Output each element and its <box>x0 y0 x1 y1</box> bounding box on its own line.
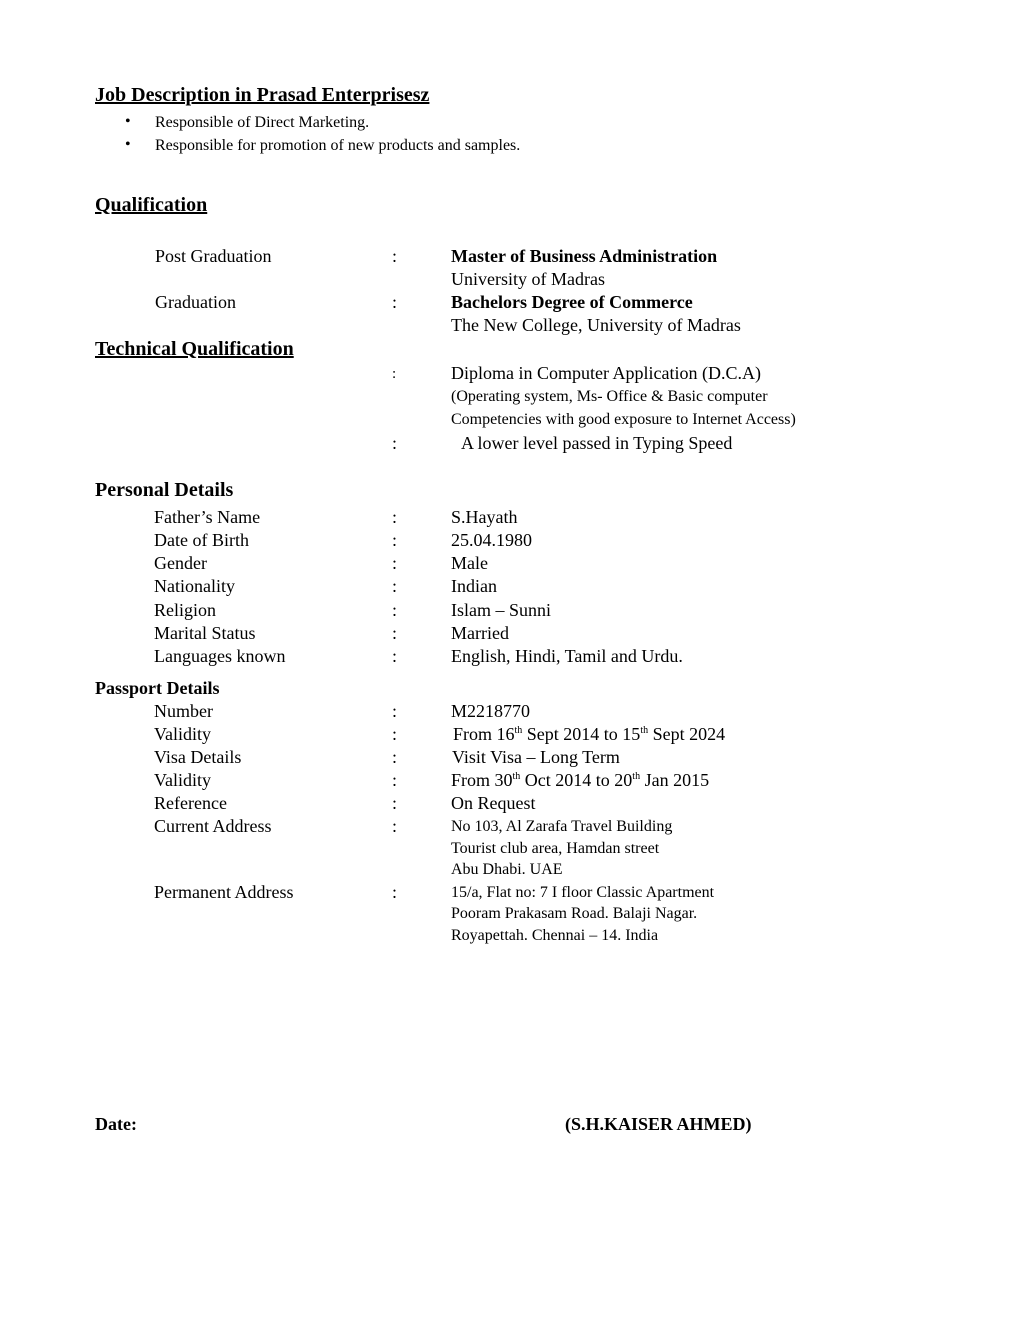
qualification-heading: Qualification <box>95 194 208 216</box>
religion-value: Islam – Sunni <box>451 600 552 620</box>
separator: : <box>392 433 398 453</box>
gender-label: Gender <box>154 553 207 573</box>
date-of-birth-label: Date of Birth <box>154 530 249 550</box>
separator: : <box>392 623 398 643</box>
languages-label: Languages known <box>154 646 286 666</box>
separator: : <box>392 292 398 312</box>
passport-details-heading: Passport Details <box>95 678 220 698</box>
post-graduation-degree: Master of Business Administration <box>451 246 718 266</box>
graduation-college: The New College, University of Madras <box>451 315 741 335</box>
separator: : <box>392 246 398 266</box>
personal-details-heading: Personal Details <box>95 479 234 501</box>
visa-details-label: Visa Details <box>154 747 242 767</box>
visa-details-value: Visit Visa – Long Term <box>452 747 620 767</box>
current-address-line-2: Tourist club area, Hamdan street <box>451 840 660 857</box>
current-address-line-3: Abu Dhabi. UAE <box>451 861 563 878</box>
separator: : <box>392 882 398 902</box>
post-graduation-label: Post Graduation <box>155 246 272 266</box>
current-address-label: Current Address <box>154 816 272 836</box>
separator: : <box>392 724 398 744</box>
permanent-address-label: Permanent Address <box>154 882 294 902</box>
separator: : <box>392 553 398 573</box>
separator: : <box>392 793 398 813</box>
job-bullet-1: Responsible of Direct Marketing. <box>155 114 370 131</box>
fathers-name-label: Father’s Name <box>154 507 261 527</box>
separator: : <box>392 816 398 836</box>
graduation-label: Graduation <box>155 292 236 312</box>
job-description-heading: Job Description in Prasad Enterprisesz <box>95 84 430 106</box>
separator: : <box>392 770 398 790</box>
permanent-address-line-1: 15/a, Flat no: 7 I floor Classic Apartment <box>451 884 715 901</box>
permanent-address-line-2: Pooram Prakasam Road. Balaji Nagar. <box>451 905 698 922</box>
graduation-degree: Bachelors Degree of Commerce <box>451 292 693 312</box>
nationality-label: Nationality <box>154 576 235 596</box>
separator: : <box>392 507 398 527</box>
passport-validity-label: Validity <box>154 724 211 744</box>
job-bullet-2: Responsible for promotion of new products and samples. <box>155 137 521 154</box>
marital-status-value: Married <box>451 623 509 643</box>
separator: : <box>392 530 398 550</box>
nationality-value: Indian <box>451 576 497 596</box>
technical-diploma: Diploma in Computer Application (D.C.A) <box>451 363 761 383</box>
technical-detail-2: Competencies with good exposure to Internet Access) <box>451 411 796 428</box>
date-label: Date: <box>95 1114 137 1134</box>
passport-number-label: Number <box>154 701 213 721</box>
religion-label: Religion <box>154 600 216 620</box>
fathers-name-value: S.Hayath <box>451 507 518 527</box>
date-of-birth-value: 25.04.1980 <box>451 530 532 550</box>
separator: : <box>392 646 398 666</box>
post-graduation-university: University of Madras <box>451 269 605 289</box>
permanent-address-line-3: Royapettah. Chennai – 14. India <box>451 927 659 944</box>
separator: : <box>392 366 397 382</box>
visa-validity-label: Validity <box>154 770 211 790</box>
bullet-icon: • <box>125 136 131 153</box>
technical-typing: A lower level passed in Typing Speed <box>461 433 733 453</box>
separator: : <box>392 576 398 596</box>
languages-value: English, Hindi, Tamil and Urdu. <box>451 646 683 666</box>
passport-number-value: M2218770 <box>451 701 531 721</box>
technical-qualification-heading: Technical Qualification <box>95 338 294 360</box>
marital-status-label: Marital Status <box>154 623 256 643</box>
reference-value: On Request <box>451 793 536 813</box>
separator: : <box>392 701 398 721</box>
separator: : <box>392 600 398 620</box>
signature-name: (S.H.KAISER AHMED) <box>565 1114 752 1134</box>
gender-value: Male <box>451 553 488 573</box>
reference-label: Reference <box>154 793 227 813</box>
bullet-icon: • <box>125 113 131 130</box>
current-address-line-1: No 103, Al Zarafa Travel Building <box>451 818 673 835</box>
passport-validity-value: From 16th Sept 2014 to 15th Sept 2024 <box>453 724 726 744</box>
technical-detail-1: (Operating system, Ms- Office & Basic computer <box>451 388 768 405</box>
separator: : <box>392 747 398 767</box>
visa-validity-value: From 30th Oct 2014 to 20th Jan 2015 <box>451 770 710 790</box>
